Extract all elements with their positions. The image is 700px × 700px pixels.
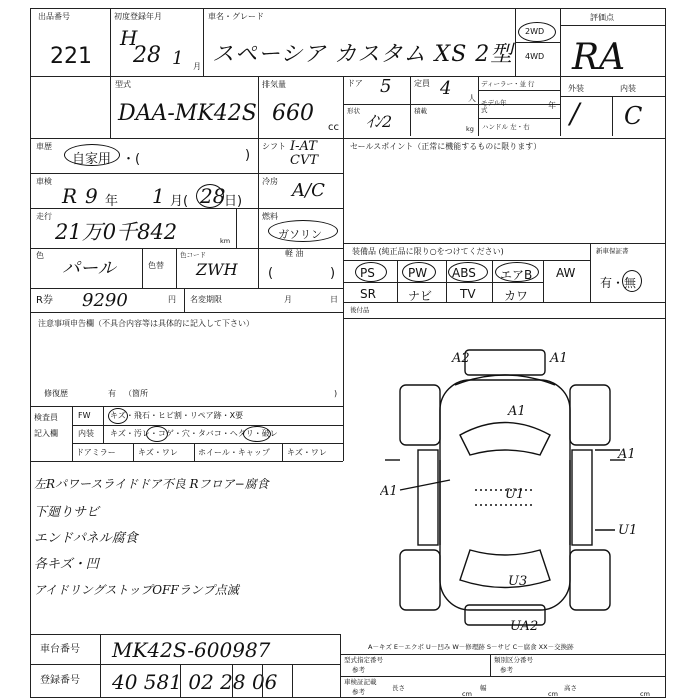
interior-tobacco-circle <box>243 426 271 442</box>
load-unit: kg <box>466 125 474 133</box>
capacity-label: 定員 <box>414 79 430 88</box>
color-label: 色 <box>36 251 44 260</box>
chassis-value: MK42S-600987 <box>112 638 271 662</box>
inspection-year: 9 <box>85 184 98 208</box>
reg-month: 1 <box>172 48 184 69</box>
equip-pw: PW <box>408 266 428 280</box>
check-fw-text: キズ・飛石・ヒビ割・リペア跡・X要 <box>110 411 244 420</box>
chassis-label: 車台番号 <box>40 644 80 655</box>
mark-u1-right: U1 <box>618 523 638 538</box>
drive-2wd-circle <box>518 22 556 42</box>
shift-value: I-AT CVT <box>290 139 319 169</box>
inspection-era: R <box>62 184 78 208</box>
wheel-label: ホイール・キャップ <box>198 448 270 457</box>
warranty-circle <box>622 270 642 292</box>
length-unit: cm <box>462 690 472 698</box>
color-code-label: 色コード <box>180 251 206 259</box>
load-label: 積載 <box>414 107 427 115</box>
type-approval-ref: 参考 <box>352 666 365 674</box>
usage-paren-right: ) <box>245 148 251 163</box>
fuel-label: 燃料 <box>262 212 278 221</box>
model-year-label: モデル年式 <box>481 99 507 114</box>
inspection-label: 車検 <box>36 177 52 186</box>
mileage-label: 走行 <box>36 212 52 221</box>
cc-value: 660 <box>272 101 314 126</box>
warranty-label: 新車保証書 <box>596 247 629 255</box>
door-label: ドア <box>347 79 363 88</box>
color-change-label: 色替 <box>148 261 164 270</box>
rebate-label: R券 <box>36 295 53 306</box>
mark-u3: U3 <box>508 574 528 589</box>
reg-era: H <box>120 26 138 50</box>
equip-ps-circle <box>355 262 387 282</box>
mark-a1-left: A1 <box>380 484 398 499</box>
equip-abs-circle <box>448 262 488 282</box>
color-value: パール <box>62 258 116 279</box>
dealer-label: ディーラー・並 行 <box>481 80 535 88</box>
check-interior-text: キズ・汚レ・コゲ・穴・タバコ・ヘタリ・破レ <box>110 429 278 438</box>
reg-cert-ref: 参考 <box>352 688 365 696</box>
shift-label: シフト <box>262 142 286 151</box>
repair-paren-right: ) <box>334 389 338 398</box>
shape-label: 形状 <box>347 107 360 115</box>
model-label: 型式 <box>115 80 131 89</box>
damage-legend: A－キズ E－エクボ U－凹み W－修理跡 S－サビ C－腐食 XX－交換跡 <box>368 643 574 651</box>
score-value: RA <box>572 37 626 78</box>
inspection-year-unit: 年 <box>105 194 119 209</box>
notes-label: 注意事項申告欄（不具合内容等は具体的に記入して下さい） <box>38 319 254 328</box>
repair-value: 有 <box>108 389 116 398</box>
usage-paren-left: ・( <box>122 152 141 167</box>
reg-month-unit: 月 <box>193 62 201 71</box>
mirror-label: ドアミラー <box>76 448 116 457</box>
comment-line-3: エンドパネル腐食 <box>34 531 138 546</box>
name-change-month: 月 <box>284 295 292 304</box>
mark-a1-right: A1 <box>618 447 636 462</box>
reg-date-label: 初度登録年月 <box>114 12 162 21</box>
mark-a1-hood: A1 <box>508 404 526 419</box>
width-unit: cm <box>548 690 558 698</box>
record-label: 記入欄 <box>34 429 58 438</box>
car-damage-diagram <box>380 340 640 630</box>
equip-navi: ナビ <box>408 289 433 303</box>
plate-value: 40 581 02 28 06 <box>112 670 278 694</box>
lot-number: 221 <box>50 44 92 69</box>
ext-label: 外装 <box>568 84 584 93</box>
int-label: 内装 <box>620 84 636 93</box>
usage-circle <box>64 144 120 166</box>
name-change-day: 日 <box>330 295 338 304</box>
usage-label: 車歴 <box>36 142 52 151</box>
warranty-value: 有・無 <box>600 276 637 290</box>
equip-ps: PS <box>360 266 375 280</box>
color-code-value: ZWH <box>196 260 238 279</box>
interior-dirt-circle <box>146 426 168 442</box>
mark-a1-top: A1 <box>550 351 568 366</box>
shape-value: ｲﾝ2 <box>366 112 393 131</box>
type-approval-label: 型式指定番号 <box>344 656 383 664</box>
category-ref: 参考 <box>500 666 513 674</box>
mileage-unit: km <box>220 237 231 245</box>
fuel-paren-left: ( <box>268 266 274 281</box>
vehicle-name: スペーシア カスタム XS 2型 <box>212 42 514 67</box>
inspection-day-unit: 日) <box>224 194 243 209</box>
equip-pw-circle <box>402 262 436 282</box>
cc-label: 排気量 <box>262 80 286 89</box>
inspection-day-circle <box>196 184 224 208</box>
equip-airbag-circle <box>495 262 539 282</box>
mileage-value: 21万0千842 <box>55 220 178 244</box>
inspection-month: 1 <box>152 184 165 208</box>
reg-cert-label: 車検証記載 <box>344 678 377 686</box>
diesel-label: 軽 油 <box>285 249 304 258</box>
width-label: 幅 <box>480 684 487 692</box>
equip-tv: TV <box>460 287 476 301</box>
equip-sr: SR <box>360 287 376 301</box>
inspector-label: 検査員 <box>34 413 58 422</box>
drive-2wd: 2WD <box>525 27 545 36</box>
ac-value: A/C <box>292 180 325 201</box>
mark-u1-center: U1 <box>505 487 525 502</box>
height-label: 高さ <box>564 684 577 692</box>
comment-line-1: 左Rパワースライドドア不良 Rフロア−腐食 <box>34 477 269 491</box>
comment-line-5: アイドリングストップOFFランプ点滅 <box>34 583 239 597</box>
top-header-strip <box>30 0 666 9</box>
check-fw-key: FW <box>78 411 91 420</box>
rebate-value: 9290 <box>82 290 128 311</box>
fuel-circle <box>268 220 338 242</box>
name-label: 車名・グレード <box>208 12 264 21</box>
name-change-label: 名変期限 <box>190 295 222 304</box>
fuel-paren-right: ) <box>330 266 336 281</box>
mark-a2: A2 <box>452 351 470 366</box>
category-label: 類別区分番号 <box>494 656 533 664</box>
ac-label: 冷房 <box>262 177 278 186</box>
repair-label: 修復歴 <box>44 389 68 398</box>
int-value: C <box>624 102 643 130</box>
reg-year: 28 <box>133 43 161 68</box>
model-year-unit: 年 <box>548 101 556 110</box>
handle-label: ハンドル 左・右 <box>482 123 530 131</box>
comment-line-2: 下廻りサビ <box>34 505 100 520</box>
rebate-unit: 円 <box>168 295 176 304</box>
usage-value: 自家用 <box>72 152 112 167</box>
capacity-value: 4 <box>440 78 452 99</box>
check-interior-key: 内装 <box>78 429 94 438</box>
equip-abs: ABS <box>452 266 476 280</box>
equip-airbag: エアB <box>500 268 533 282</box>
height-unit: cm <box>640 690 650 698</box>
mark-ua2: UA2 <box>510 619 539 630</box>
fuel-value: ガソリン <box>278 228 322 241</box>
equip-aw: AW <box>556 266 576 280</box>
wheel-text: キズ・ワレ <box>287 448 327 457</box>
drive-4wd: 4WD <box>525 52 545 61</box>
inspection-month-unit: 月( <box>170 194 189 209</box>
sales-point-label: セールスポイント（正常に機能するものに限ります） <box>350 142 542 151</box>
cc-unit: cc <box>328 122 339 133</box>
plate-label: 登録番号 <box>40 675 80 686</box>
equip-leather: カワ <box>504 289 529 303</box>
model-value: DAA-MK42S <box>118 101 257 126</box>
equipment-label: 装備品 (純正品に限り○をつけてください) <box>352 247 504 256</box>
mirror-text: キズ・ワレ <box>138 448 178 457</box>
score-label: 評価点 <box>590 13 614 22</box>
door-value: 5 <box>380 76 392 97</box>
capacity-unit: 人 <box>468 94 476 103</box>
fw-scratch-circle <box>108 408 128 424</box>
aftermarket-label: 後付品 <box>350 306 370 314</box>
lot-label: 出品番号 <box>38 12 70 21</box>
length-label: 長さ <box>392 684 405 692</box>
ext-value: / <box>570 97 580 130</box>
repair-place: （箇所 <box>124 389 148 398</box>
inspection-day: 28 <box>200 184 226 208</box>
comment-line-4: 各キズ・凹 <box>34 557 99 572</box>
